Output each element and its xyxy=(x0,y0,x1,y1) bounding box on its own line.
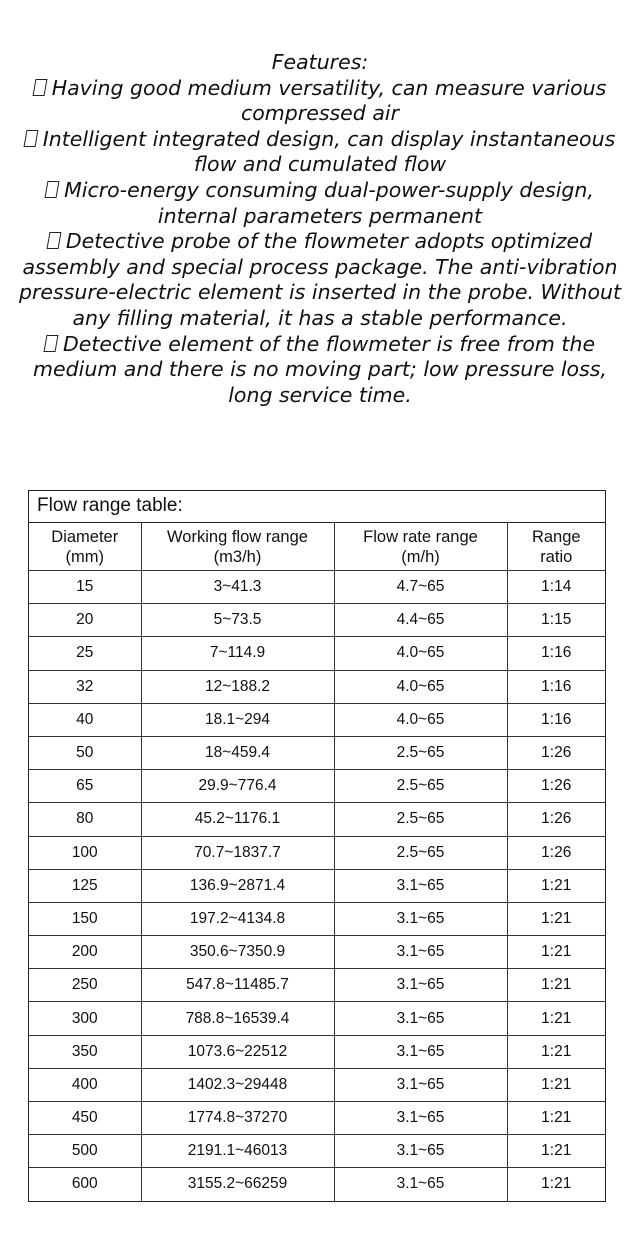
header-line: (m3/h) xyxy=(213,547,262,566)
cell-range-ratio: 1:26 xyxy=(507,836,605,869)
cell-working-flow: 1774.8~37270 xyxy=(141,1102,334,1135)
cell-diameter: 32 xyxy=(29,670,141,703)
cell-range-ratio: 1:21 xyxy=(507,1102,605,1135)
cell-diameter: 25 xyxy=(29,637,141,670)
cell-diameter: 300 xyxy=(29,1002,141,1035)
cell-range-ratio: 1:21 xyxy=(507,969,605,1002)
table-row xyxy=(29,1068,605,1101)
cell-flow-rate: 3.1~65 xyxy=(334,1168,507,1201)
cell-range-ratio: 1:16 xyxy=(507,637,605,670)
cell-working-flow: 3~41.3 xyxy=(141,571,334,604)
cell-flow-rate: 3.1~65 xyxy=(334,902,507,935)
cell-range-ratio: 1:21 xyxy=(507,902,605,935)
flow-table xyxy=(29,523,605,1201)
cell-diameter: 150 xyxy=(29,902,141,935)
table-row xyxy=(29,1002,605,1035)
cell-diameter: 40 xyxy=(29,703,141,736)
table-body xyxy=(29,571,605,1201)
cell-range-ratio: 1:26 xyxy=(507,770,605,803)
cell-flow-rate: 2.5~65 xyxy=(334,836,507,869)
cell-flow-rate: 3.1~65 xyxy=(334,869,507,902)
header-line: Diameter xyxy=(51,527,119,546)
bullet-box-icon xyxy=(43,335,58,352)
header-range-ratio xyxy=(507,523,605,571)
cell-range-ratio: 1:16 xyxy=(507,670,605,703)
cell-flow-rate: 3.1~65 xyxy=(334,936,507,969)
table-row xyxy=(29,770,605,803)
table-caption: Flow range table: xyxy=(29,491,605,523)
bullet-box-icon xyxy=(46,232,61,249)
cell-flow-rate: 3.1~65 xyxy=(334,1035,507,1068)
cell-range-ratio: 1:21 xyxy=(507,869,605,902)
cell-flow-rate: 4.0~65 xyxy=(334,703,507,736)
table-row xyxy=(29,736,605,769)
cell-diameter: 600 xyxy=(29,1168,141,1201)
cell-diameter: 200 xyxy=(29,936,141,969)
feature-item xyxy=(18,127,622,178)
table-row xyxy=(29,604,605,637)
features-title: Features: xyxy=(271,50,369,74)
cell-diameter: 100 xyxy=(29,836,141,869)
cell-flow-rate: 3.1~65 xyxy=(334,1102,507,1135)
cell-diameter: 400 xyxy=(29,1068,141,1101)
flow-range-table xyxy=(28,490,606,1202)
cell-range-ratio: 1:15 xyxy=(507,604,605,637)
feature-item xyxy=(18,332,622,409)
cell-diameter: 125 xyxy=(29,869,141,902)
cell-range-ratio: 1:21 xyxy=(507,1168,605,1201)
cell-working-flow: 29.9~776.4 xyxy=(141,770,334,803)
cell-working-flow: 5~73.5 xyxy=(141,604,334,637)
cell-working-flow: 18.1~294 xyxy=(141,703,334,736)
cell-flow-rate: 4.0~65 xyxy=(334,670,507,703)
bullet-box-icon xyxy=(23,130,38,147)
cell-working-flow: 547.8~11485.7 xyxy=(141,969,334,1002)
cell-range-ratio: 1:16 xyxy=(507,703,605,736)
header-line: Flow rate range xyxy=(363,527,478,546)
table-row xyxy=(29,571,605,604)
cell-working-flow: 350.6~7350.9 xyxy=(141,936,334,969)
bullet-box-icon xyxy=(45,181,60,198)
cell-range-ratio: 1:26 xyxy=(507,736,605,769)
cell-working-flow: 788.8~16539.4 xyxy=(141,1002,334,1035)
cell-flow-rate: 2.5~65 xyxy=(334,736,507,769)
table-row xyxy=(29,902,605,935)
table-row xyxy=(29,670,605,703)
header-diameter xyxy=(29,523,141,571)
feature-text: Detective probe of the flowmeter adopts optimized assembly and special process package. The anti-vibration pressure-electric element is inserted in the probe. Without any filling material, it has a stable performance. xyxy=(18,229,622,330)
cell-working-flow: 18~459.4 xyxy=(141,736,334,769)
cell-range-ratio: 1:21 xyxy=(507,1002,605,1035)
table-header-row xyxy=(29,523,605,571)
cell-working-flow: 1402.3~29448 xyxy=(141,1068,334,1101)
table-row xyxy=(29,1168,605,1201)
cell-diameter: 250 xyxy=(29,969,141,1002)
cell-diameter: 500 xyxy=(29,1135,141,1168)
cell-range-ratio: 1:21 xyxy=(507,1135,605,1168)
cell-range-ratio: 1:21 xyxy=(507,1035,605,1068)
table-row xyxy=(29,836,605,869)
cell-working-flow: 45.2~1176.1 xyxy=(141,803,334,836)
header-flow-rate xyxy=(334,523,507,571)
header-line: Working flow range xyxy=(167,527,308,546)
features-section xyxy=(18,50,622,408)
cell-diameter: 15 xyxy=(29,571,141,604)
feature-item xyxy=(18,229,622,331)
cell-flow-rate: 3.1~65 xyxy=(334,1068,507,1101)
feature-text: Detective element of the flowmeter is free from the medium and there is no moving part; low pressure loss, long service time. xyxy=(33,331,607,407)
cell-flow-rate: 4.0~65 xyxy=(334,637,507,670)
table-row xyxy=(29,869,605,902)
cell-working-flow: 70.7~1837.7 xyxy=(141,836,334,869)
cell-flow-rate: 3.1~65 xyxy=(334,969,507,1002)
header-line: ratio xyxy=(540,547,573,566)
header-line: Range xyxy=(531,527,581,546)
cell-range-ratio: 1:26 xyxy=(507,803,605,836)
feature-item xyxy=(18,178,622,229)
table-row xyxy=(29,803,605,836)
feature-item xyxy=(18,76,622,127)
table-row xyxy=(29,1135,605,1168)
table-row xyxy=(29,1102,605,1135)
feature-text: Micro-energy consuming dual-power-supply design, internal parameters permanent xyxy=(64,177,594,228)
table-row xyxy=(29,969,605,1002)
header-line: (mm) xyxy=(65,547,104,566)
header-working-flow xyxy=(141,523,334,571)
cell-working-flow: 12~188.2 xyxy=(141,670,334,703)
cell-flow-rate: 3.1~65 xyxy=(334,1135,507,1168)
cell-diameter: 65 xyxy=(29,770,141,803)
bullet-box-icon xyxy=(32,79,47,96)
feature-text: Intelligent integrated design, can display instantaneous flow and cumulated flow xyxy=(42,126,616,177)
cell-range-ratio: 1:14 xyxy=(507,571,605,604)
cell-flow-rate: 4.7~65 xyxy=(334,571,507,604)
cell-diameter: 50 xyxy=(29,736,141,769)
cell-working-flow: 1073.6~22512 xyxy=(141,1035,334,1068)
feature-text: Having good medium versatility, can measure various compressed air xyxy=(51,75,607,126)
cell-flow-rate: 2.5~65 xyxy=(334,770,507,803)
cell-working-flow: 136.9~2871.4 xyxy=(141,869,334,902)
cell-flow-rate: 4.4~65 xyxy=(334,604,507,637)
table-row xyxy=(29,1035,605,1068)
cell-diameter: 450 xyxy=(29,1102,141,1135)
header-line: (m/h) xyxy=(401,547,440,566)
cell-working-flow: 2191.1~46013 xyxy=(141,1135,334,1168)
table-row xyxy=(29,936,605,969)
cell-working-flow: 3155.2~66259 xyxy=(141,1168,334,1201)
cell-working-flow: 197.2~4134.8 xyxy=(141,902,334,935)
cell-diameter: 20 xyxy=(29,604,141,637)
cell-range-ratio: 1:21 xyxy=(507,1068,605,1101)
cell-range-ratio: 1:21 xyxy=(507,936,605,969)
cell-diameter: 80 xyxy=(29,803,141,836)
table-row xyxy=(29,637,605,670)
cell-flow-rate: 2.5~65 xyxy=(334,803,507,836)
cell-working-flow: 7~114.9 xyxy=(141,637,334,670)
cell-flow-rate: 3.1~65 xyxy=(334,1002,507,1035)
cell-diameter: 350 xyxy=(29,1035,141,1068)
table-row xyxy=(29,703,605,736)
